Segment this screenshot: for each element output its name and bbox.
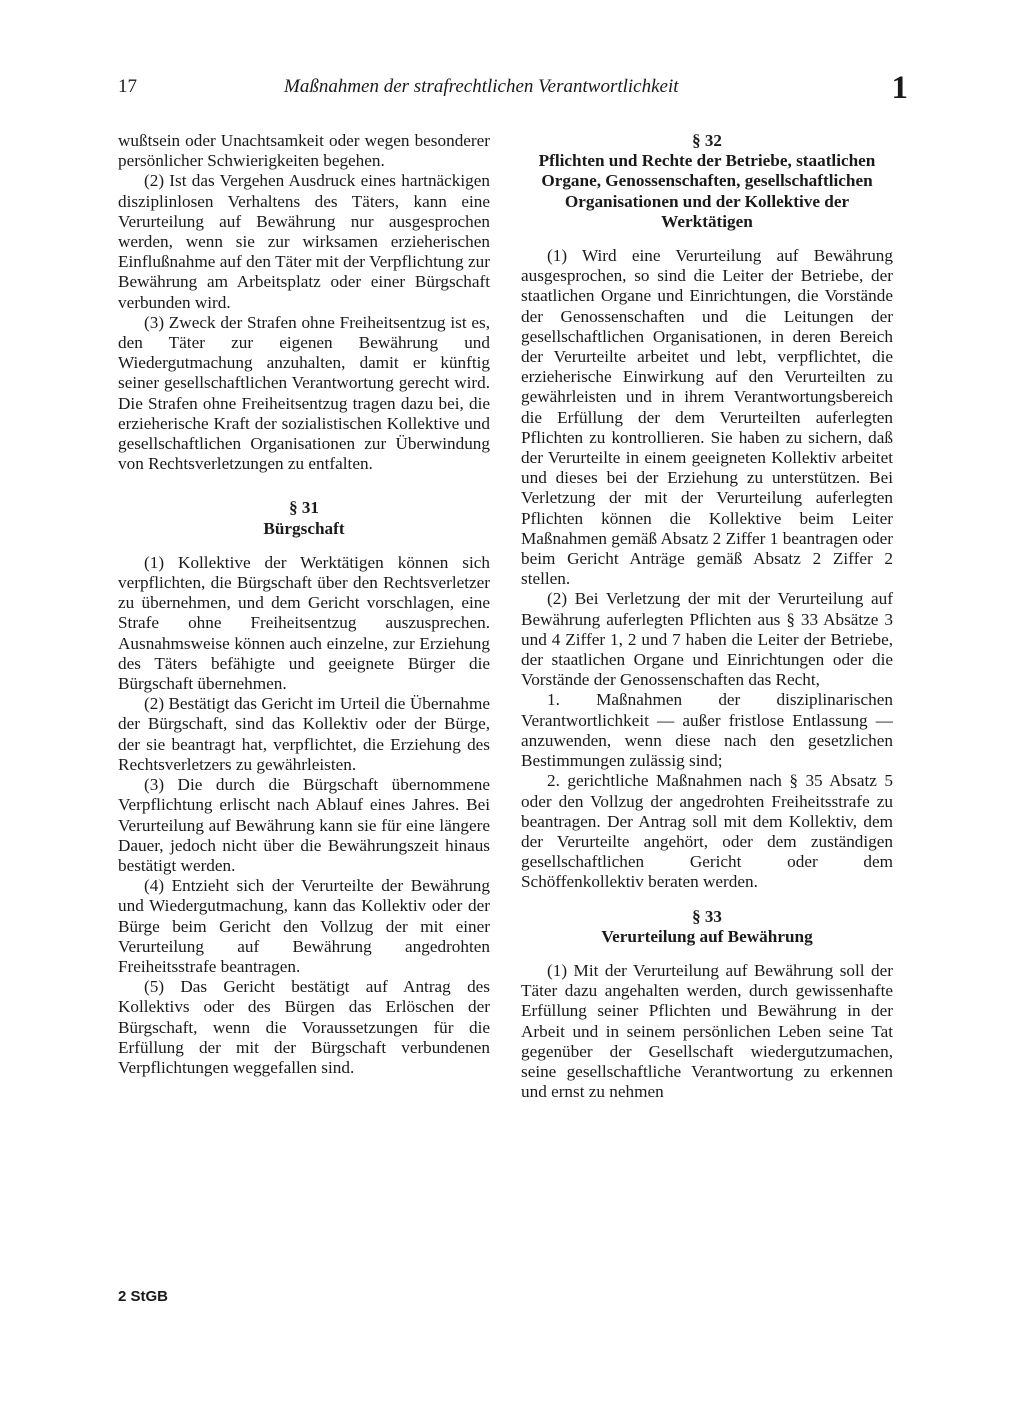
paragraph: (1) Kollektive der Werktätigen können sich verpflichten, die Bürgschaft über den Rechtsverletzer zu übernehmen, und dem Gericht vorschlagen, eine Strafe ohne Freiheitsentzug auszusprechen. Ausnahmsweise können auch einzelne, zur Erziehung des Täters befähigte und geeignete Bürger die Bürgschaft übernehmen.: [118, 552, 490, 694]
chapter-number: 1: [891, 70, 908, 106]
paragraph: (1) Wird eine Verurteilung auf Bewährung ausgesprochen, so sind die Leiter der Betriebe, der staatlichen Organe und Einrichtungen, die Vorstände der Genossenschaften und die Leitungen der gesellschaftlichen Organisationen, in deren Bereich der Verurteilte arbeitet und lebt, verpflichtet, die erzieherische Einwirkung auf den Verurteilten zu gewährleisten und in ihrem Verantwortungsbereich die Erfüllung der dem Verurteilten auferlegten Pflichten zu kontrollieren. Sie haben zu sichern, daß der Verurteilte in einem geeigneten Kollektiv arbeitet und dieses bei der Erziehung zu unterstützen. Bei Verletzung der mit der Verurteilung auferlegten Pflichten können die Kollektive beim Leiter Maßnahmen gemäß Absatz 2 Ziffer 1 beantragen oder beim Gericht Anträge gemäß Absatz 2 Ziffer 2 stellen.: [521, 246, 893, 589]
paragraph-continuation: wußtsein oder Unachtsamkeit oder wegen besonderer persönlicher Schwierigkeiten begehen.: [118, 131, 490, 171]
section-title: Verurteilung auf Bewährung: [601, 926, 813, 946]
paragraph: (1) Mit der Verurteilung auf Bewährung soll der Täter dazu angehalten werden, durch gewissenhafte Erfüllung seiner Pflichten und Bewährung in der Arbeit und in seinem persönlichen Leben seine Tat gegenüber der Gesellschaft wiedergutzumachen, seine gesellschaftliche Verantwortung zu erkennen und ernst zu nehmen: [521, 960, 893, 1102]
section-title: Pflichten und Rechte der Betriebe, staatlichen Organe, Genossenschaften, gesellschaftlichen Organisationen und der Kollektive der Werktätigen: [538, 151, 876, 231]
right-column: [521, 131, 893, 1102]
section-number: § 33: [692, 906, 722, 926]
page-header: [118, 70, 908, 110]
paragraph: (5) Das Gericht bestätigt auf Antrag des Kollektivs oder des Bürgen das Erlöschen der Bürgschaft, wenn die Voraussetzungen für die Erfüllung der mit der Bürgschaft verbundenen Verpflichtungen weggefallen sind.: [118, 977, 490, 1077]
section-title: Bürgschaft: [263, 518, 345, 538]
signature-mark: 2 StGB: [118, 1288, 169, 1305]
left-column: [118, 131, 490, 1078]
paragraph: (2) Bestätigt das Gericht im Urteil die Übernahme der Bürgschaft, sind das Kollektiv oder der Bürge, der sie beantragt hat, verpflichtet, die Erziehung des Rechtsverletzers zu gewährleisten.: [118, 694, 490, 774]
paragraph: (2) Ist das Vergehen Ausdruck eines hartnäckigen disziplinlosen Verhaltens des Täters, kann eine Verurteilung auf Bewährung nur ausgesprochen werden, wenn sie zur wirksamen erzieherischen Einflußnahme auf den Täter mit der Verpflichtung zur Bewährung am Arbeitsplatz oder einer Bürgschaft verbunden wird.: [118, 171, 490, 312]
page-number: 17: [118, 76, 137, 97]
list-item: 1. Maßnahmen der disziplinarischen Verantwortlichkeit — außer fristlose Entlassung — anzuwenden, wenn diese nach den gesetzlichen Bestimmungen zulässig sind;: [521, 690, 893, 771]
list-item: 2. gerichtliche Maßnahmen nach § 35 Absatz 5 oder den Vollzug der angedrohten Freiheitsstrafe zu beantragen. Der Antrag soll mit dem Kollektiv, dem der Verurteilte angehört, oder dem zuständigen gesellschaftlichen Gericht oder dem Schöffenkollektiv beraten werden.: [521, 771, 893, 892]
paragraph: (2) Bei Verletzung der mit der Verurteilung auf Bewährung auferlegten Pflichten aus § 33 Absätze 3 und 4 Ziffer 1, 2 und 7 haben die Leiter der Betriebe, der staatlichen Organe und Einrichtungen oder die Vorstände der Genossenschaften das Recht,: [521, 589, 893, 690]
section-number: § 32: [692, 131, 722, 150]
running-title: Maßnahmen der strafrechtlichen Verantwortlichkeit: [284, 76, 679, 97]
paragraph: (4) Entzieht sich der Verurteilte der Bewährung und Wiedergutmachung, kann das Kollektiv oder der Bürge beim Gericht den Vollzug der mit einer Verurteilung auf Bewährung angedrohten Freiheitsstrafe beantragen.: [118, 876, 490, 976]
paragraph: (3) Die durch die Bürgschaft übernommene Verpflichtung erlischt nach Ablauf eines Jahres. Bei Verurteilung auf Bewährung kann sie für eine längere Dauer, jedoch nicht über die Bewährungszeit hinaus bestätigt werden.: [118, 775, 490, 875]
paragraph: (3) Zweck der Strafen ohne Freiheitsentzug ist es, den Täter zur eigenen Bewährung und Wiedergutmachung anzuhalten, damit er künftig seiner gesellschaftlichen Verantwortung gerecht wird. Die Strafen ohne Freiheitsentzug tragen dazu bei, die erzieherische Kraft der sozialistischen Kollektive und gesellschaftlichen Organisationen zur Überwindung von Rechtsverletzungen zu entfalten.: [118, 312, 490, 474]
section-number: § 31: [289, 498, 319, 518]
